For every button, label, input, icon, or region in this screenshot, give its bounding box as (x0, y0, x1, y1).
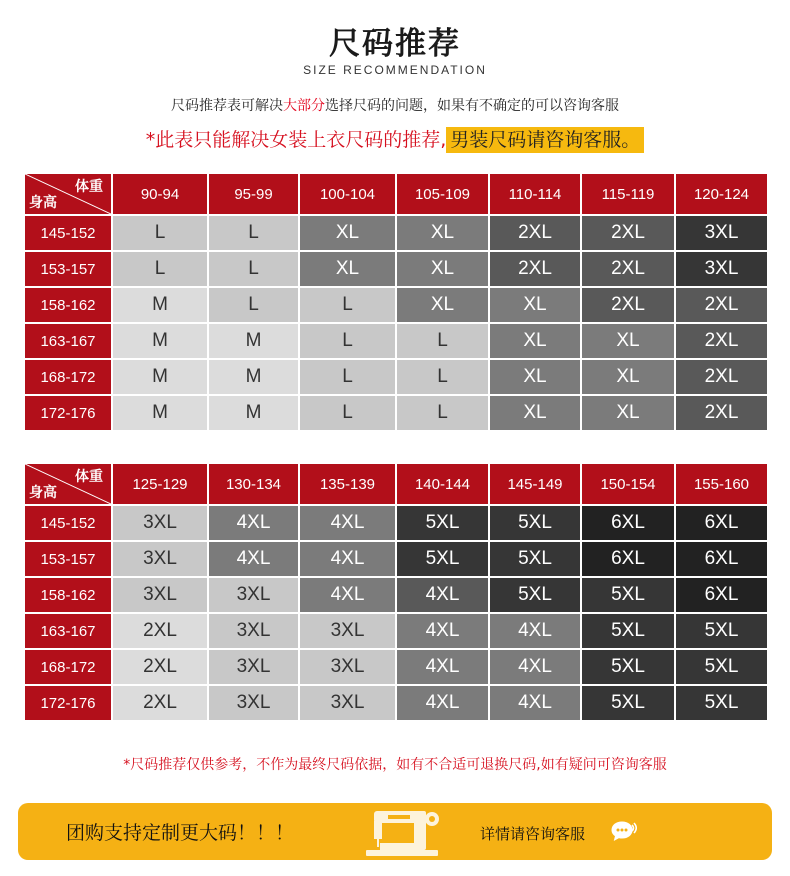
table-row (25, 578, 767, 612)
weight-header: 155-160 (676, 464, 767, 504)
size-cell: 3XL (209, 686, 298, 720)
warning-main: *此表只能解决女装上衣尺码的推荐, (145, 129, 447, 151)
height-label: 172-176 (25, 686, 111, 720)
size-cell: L (397, 360, 488, 394)
size-cell: 2XL (113, 686, 207, 720)
page-title: 尺码推荐 (329, 26, 461, 62)
size-cell: 3XL (113, 506, 207, 540)
weight-header: 125-129 (113, 464, 207, 504)
size-cell: M (209, 360, 298, 394)
size-cell: 6XL (676, 578, 767, 612)
corner-weight-label: 体重 (75, 179, 103, 195)
size-cell: XL (397, 252, 488, 286)
sewing-machine-icon (358, 805, 450, 862)
height-label: 153-157 (25, 542, 111, 576)
intro-text (0, 95, 790, 115)
size-cell: 2XL (113, 614, 207, 648)
custom-size-banner[interactable] (18, 803, 772, 860)
size-cell: L (209, 288, 298, 322)
size-cell: XL (490, 324, 580, 358)
size-cell: 6XL (676, 506, 767, 540)
warning-highlight: 男装尺码请咨询客服。 (446, 127, 644, 153)
size-cell: 5XL (582, 578, 674, 612)
banner-left-text: 团购支持定制更大码！！！ (66, 822, 295, 844)
weight-header: 105-109 (397, 174, 488, 214)
size-cell: XL (300, 216, 395, 250)
size-cell: 2XL (113, 650, 207, 684)
size-cell: L (300, 360, 395, 394)
size-cell: 2XL (676, 324, 767, 358)
size-cell: XL (490, 360, 580, 394)
size-cell: 4XL (397, 686, 488, 720)
footnote: *尺码推荐仅供参考，不作为最终尺码依据，如有不合适可退换尺码,如有疑问可咨询客服 (123, 757, 667, 773)
table-row (25, 650, 767, 684)
weight-header: 145-149 (490, 464, 580, 504)
size-table-2 (23, 462, 769, 722)
warning-text (0, 125, 790, 152)
size-cell: 6XL (582, 506, 674, 540)
size-cell: XL (300, 252, 395, 286)
size-cell: 5XL (676, 686, 767, 720)
size-cell: L (300, 324, 395, 358)
page-subtitle: SIZE RECOMMENDATION (303, 63, 487, 77)
size-cell: 5XL (397, 506, 488, 540)
corner-height-label: 身高 (29, 485, 57, 501)
table-row (25, 506, 767, 540)
size-cell: 3XL (113, 578, 207, 612)
height-label: 158-162 (25, 578, 111, 612)
size-cell: XL (582, 396, 674, 430)
height-label: 163-167 (25, 324, 111, 358)
size-cell: 2XL (490, 252, 580, 286)
intro-highlight: 大部分 (283, 98, 325, 114)
weight-header: 140-144 (397, 464, 488, 504)
size-cell: 5XL (397, 542, 488, 576)
weight-header: 115-119 (582, 174, 674, 214)
table-row (25, 216, 767, 250)
size-cell: 5XL (582, 650, 674, 684)
size-cell: 4XL (300, 506, 395, 540)
table-row (25, 396, 767, 430)
size-cell: M (209, 396, 298, 430)
size-cell: 3XL (113, 542, 207, 576)
size-cell: 3XL (209, 578, 298, 612)
size-cell: 6XL (582, 542, 674, 576)
size-cell: 5XL (490, 542, 580, 576)
size-cell: 5XL (676, 650, 767, 684)
size-cell: XL (397, 216, 488, 250)
size-cell: L (397, 324, 488, 358)
size-cell: 3XL (676, 216, 767, 250)
size-cell: 2XL (676, 360, 767, 394)
size-cell: 3XL (300, 686, 395, 720)
table-row (25, 252, 767, 286)
banner-right-text: 详情请咨询客服 (480, 825, 586, 843)
height-label: 145-152 (25, 216, 111, 250)
weight-header: 150-154 (582, 464, 674, 504)
size-cell: 5XL (582, 614, 674, 648)
size-cell: 3XL (209, 614, 298, 648)
size-cell: 5XL (582, 686, 674, 720)
size-cell: XL (582, 360, 674, 394)
table-row (25, 324, 767, 358)
size-cell: 5XL (490, 506, 580, 540)
size-cell: 3XL (676, 252, 767, 286)
size-cell: 2XL (582, 252, 674, 286)
size-cell: M (113, 360, 207, 394)
size-cell: 4XL (300, 542, 395, 576)
height-label: 168-172 (25, 650, 111, 684)
size-cell: M (113, 324, 207, 358)
corner-header (25, 464, 111, 504)
size-cell: L (209, 252, 298, 286)
size-cell: M (113, 396, 207, 430)
size-cell: 4XL (397, 578, 488, 612)
size-cell: 2XL (582, 288, 674, 322)
size-cell: M (209, 324, 298, 358)
size-cell: 4XL (490, 650, 580, 684)
size-cell: L (397, 396, 488, 430)
size-cell: 4XL (490, 686, 580, 720)
table-row (25, 542, 767, 576)
size-cell: L (113, 216, 207, 250)
size-cell: M (113, 288, 207, 322)
size-cell: 2XL (676, 288, 767, 322)
size-table-1 (23, 172, 769, 432)
size-cell: 5XL (490, 578, 580, 612)
size-cell: XL (490, 396, 580, 430)
height-label: 158-162 (25, 288, 111, 322)
height-label: 172-176 (25, 396, 111, 430)
corner-weight-label: 体重 (75, 469, 103, 485)
weight-header: 95-99 (209, 174, 298, 214)
weight-header: 110-114 (490, 174, 580, 214)
height-label: 145-152 (25, 506, 111, 540)
size-cell: 3XL (300, 650, 395, 684)
size-cell: 2XL (676, 396, 767, 430)
size-cell: 4XL (397, 614, 488, 648)
weight-header: 130-134 (209, 464, 298, 504)
intro-text-after: 选择尺码的问题，如果有不确定的可以咨询客服 (325, 98, 619, 114)
size-cell: 4XL (490, 614, 580, 648)
size-cell: XL (397, 288, 488, 322)
size-cell: 3XL (209, 650, 298, 684)
weight-header: 100-104 (300, 174, 395, 214)
height-label: 153-157 (25, 252, 111, 286)
height-label: 163-167 (25, 614, 111, 648)
intro-text-before: 尺码推荐表可解决 (171, 98, 283, 114)
size-cell: 4XL (300, 578, 395, 612)
size-cell: L (209, 216, 298, 250)
size-cell: L (300, 288, 395, 322)
size-cell: L (300, 396, 395, 430)
chat-bubble-icon[interactable] (611, 820, 637, 846)
table-row (25, 288, 767, 322)
table-row (25, 614, 767, 648)
height-label: 168-172 (25, 360, 111, 394)
size-cell: 4XL (209, 506, 298, 540)
size-cell: 5XL (676, 614, 767, 648)
size-cell: L (113, 252, 207, 286)
size-cell: 6XL (676, 542, 767, 576)
size-cell: XL (582, 324, 674, 358)
size-cell: 2XL (490, 216, 580, 250)
size-cell: XL (490, 288, 580, 322)
weight-header: 135-139 (300, 464, 395, 504)
size-cell: 4XL (209, 542, 298, 576)
weight-header: 90-94 (113, 174, 207, 214)
table-row (25, 360, 767, 394)
size-cell: 3XL (300, 614, 395, 648)
weight-header: 120-124 (676, 174, 767, 214)
size-cell: 2XL (582, 216, 674, 250)
table-row (25, 686, 767, 720)
corner-height-label: 身高 (29, 195, 57, 211)
corner-header (25, 174, 111, 214)
size-cell: 4XL (397, 650, 488, 684)
